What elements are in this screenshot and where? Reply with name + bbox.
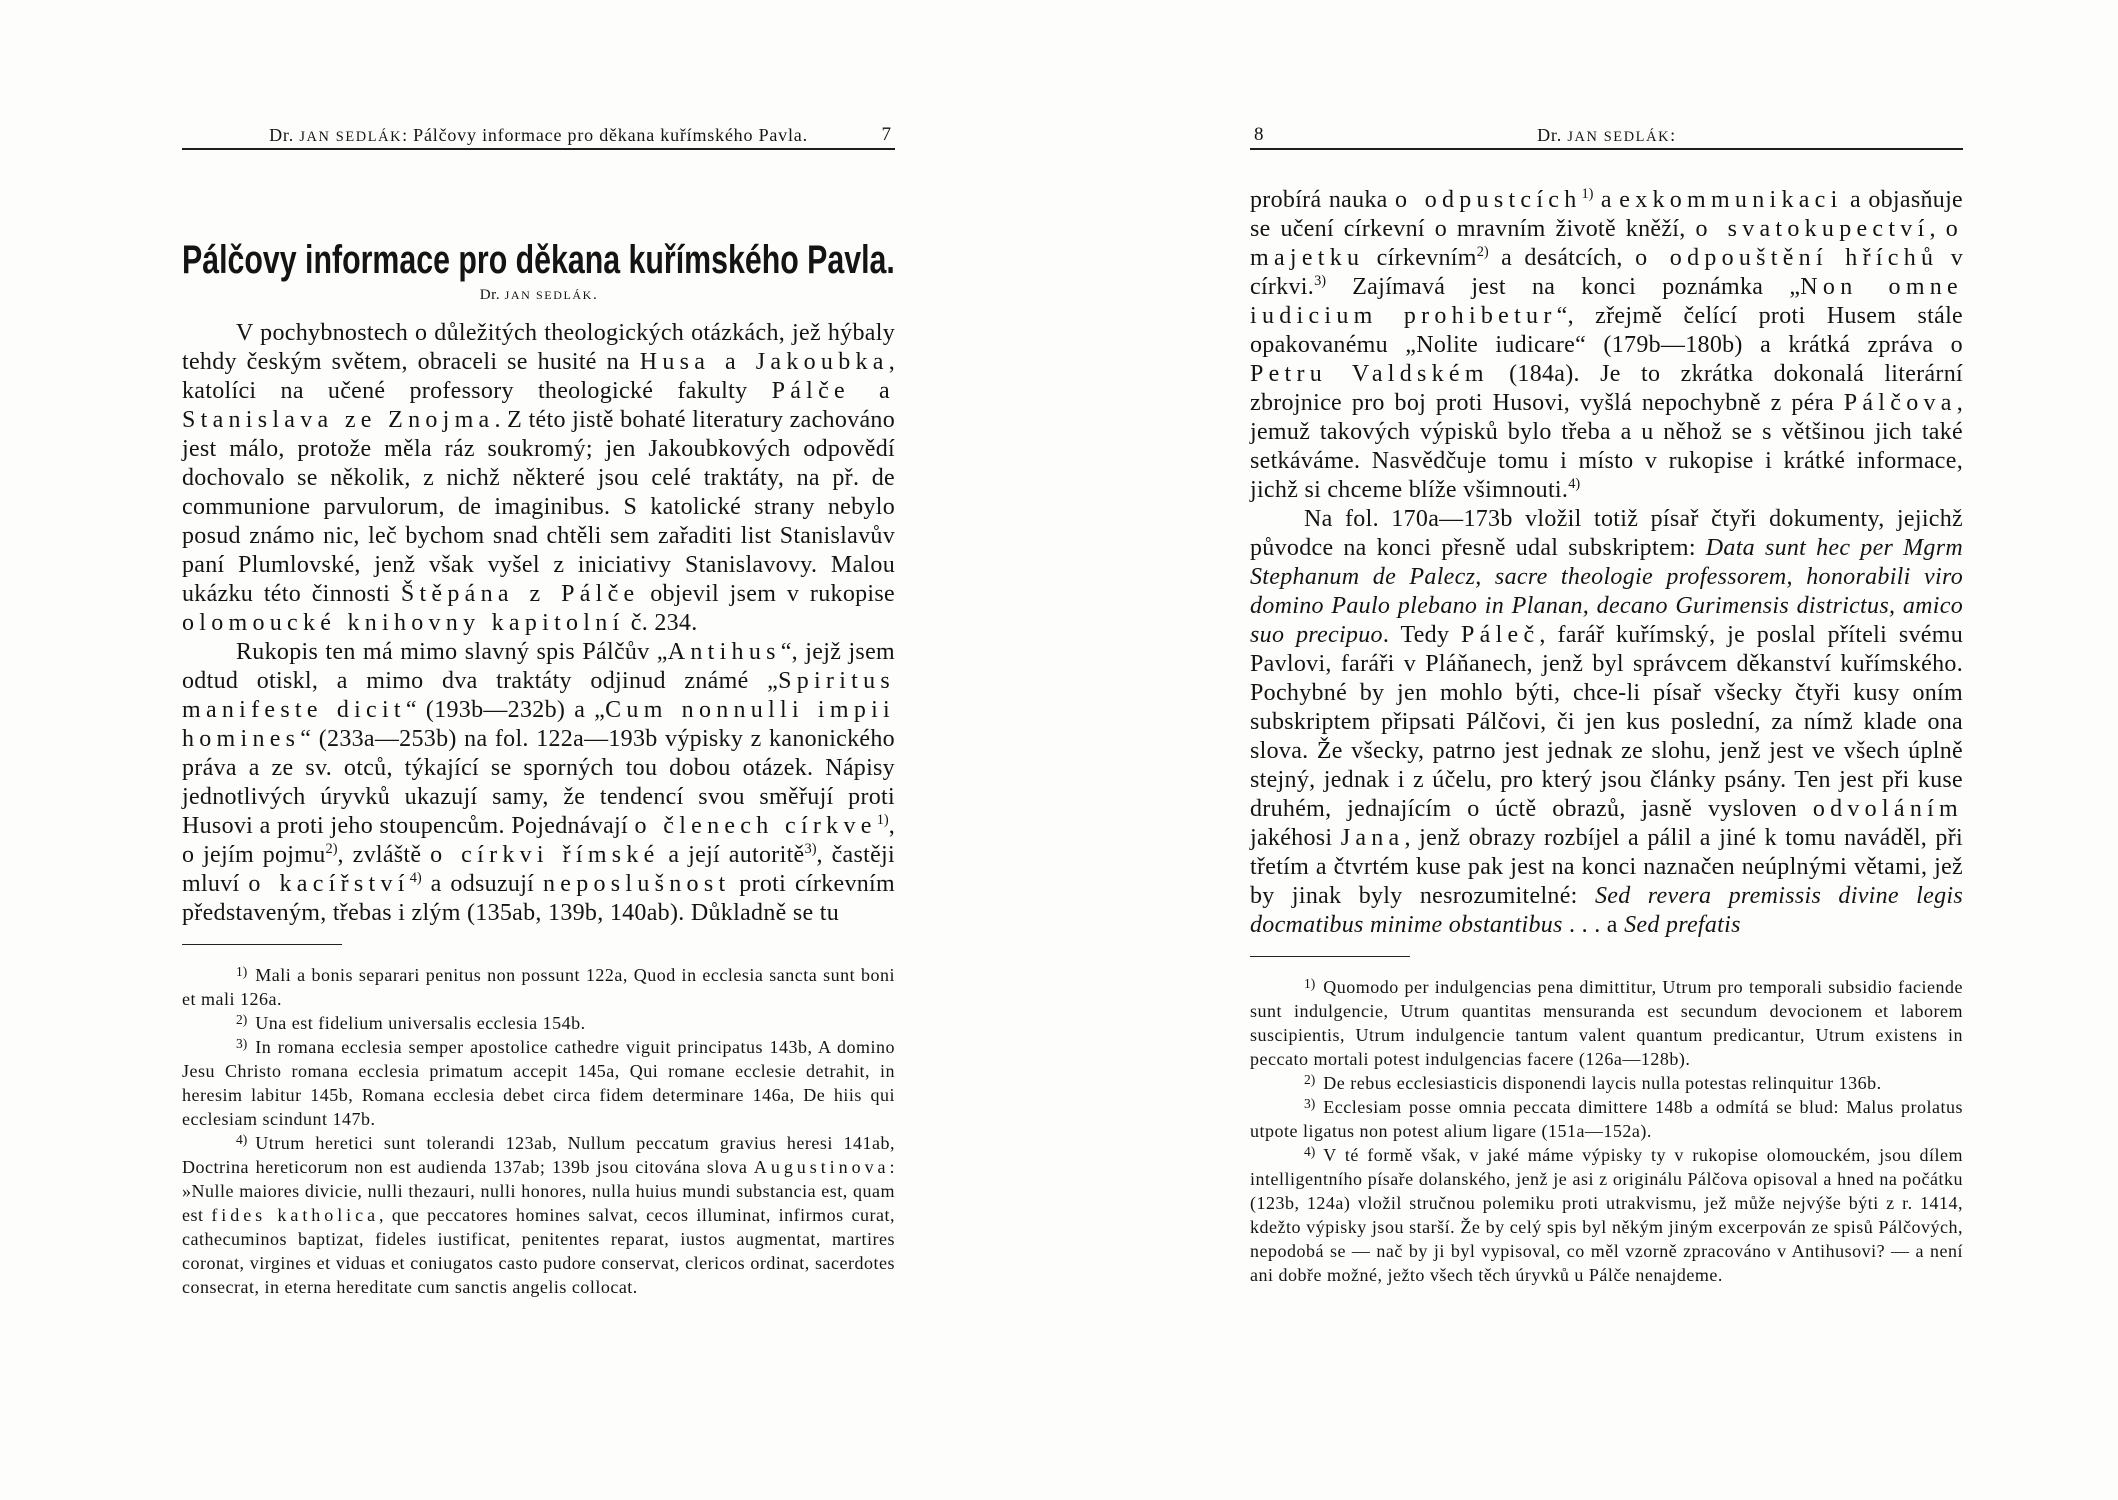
right-page xyxy=(1250,122,1963,1287)
italic-text: Sed revera premissis divine legis docmatibus minime obstantibus xyxy=(1250,883,1963,938)
text-run: Dr. xyxy=(479,287,505,303)
spaced-emphasis: o odpouštění hříchů xyxy=(1635,245,1939,271)
footnotes xyxy=(182,963,895,1299)
text-run: jakéhosi xyxy=(1250,825,1341,851)
text-run: Rukopis ten má mimo slavný spis Pálčův „ xyxy=(236,639,668,665)
text-run: V té formě však, v jaké máme výpisky ty v rukopise olomouckém, jsou dílem intelligentního písaře dolanského, jenž je asi z originálu Pálčova opisoval a hned na počátku (123b, 124a) vložil stručnou polemiku proti utrakvismu, jež může nejvýše býti z r. 1414, kdežto výpisky jsou starší. Že by celý spis byl někým jiným excerpován ze spisů Pálčových, nepodobá se — nač by ji byl vypisoval, co měl vzorně zpracováno v Antihusovi? — a není ani dobře možné, ježto všech těch úryvků u Pálče nenajdeme. xyxy=(1250,1145,1963,1285)
footnote-reference: 2) xyxy=(325,840,338,857)
small-caps-name: JAN SEDLÁK xyxy=(1567,129,1671,145)
paragraph xyxy=(1250,186,1963,505)
text-run: v církvi. xyxy=(1250,245,1963,300)
text-run: Quomodo per indulgencias pena dimittitur, Utrum pro temporali subsidio faciende sunt indulgencie, Utrum quantitas mensuranda est secundum devocionem et laborem suscipientis, Utrum indulgencie tantum valent quantum predicantur, Utrum existens in peccato mortali potest indulgencias facere (126a—128b). xyxy=(1250,977,1963,1069)
text-run: , xyxy=(1929,216,1946,242)
text-run: . Tedy xyxy=(1382,622,1462,648)
spaced-emphasis: Páleč xyxy=(1461,622,1540,648)
text-run: Utrum heretici sunt tolerandi 123ab, Nullum peccatum gravius heresi 141ab, Doctrina hereticorum non est audienda 137ab; 139b jsou citována slova xyxy=(182,1133,895,1177)
footnote-mark: 2) xyxy=(1304,1071,1316,1087)
spaced-emphasis: odvoláním xyxy=(1812,796,1963,822)
spaced-emphasis: o svatokupectví xyxy=(1695,216,1930,242)
spaced-emphasis: Cum nonnulli impii homines xyxy=(182,697,895,752)
running-head xyxy=(1250,122,1963,150)
text-run: proti církevním představeným, třebas i zlým (135ab, 139b, 140ab). Důkladně se tu xyxy=(182,871,895,926)
body-text xyxy=(182,319,895,928)
text-run: . xyxy=(592,287,598,303)
footnote-reference: 1) xyxy=(1581,185,1594,202)
page-number: 7 xyxy=(881,124,891,145)
text-run: objevil jsem v rukopise xyxy=(639,581,895,607)
footnote-text xyxy=(255,1013,585,1033)
spaced-emphasis: o církvi římské xyxy=(430,842,660,868)
text-run: De rebus ecclesiasticis disponendi laycis nulla potestas relinquitur 136b. xyxy=(1323,1073,1882,1093)
paragraph xyxy=(182,319,895,638)
text-run: probírá nauka xyxy=(1250,187,1396,213)
spaced-emphasis: Spiritus manifeste dicit xyxy=(182,668,895,723)
footnote-reference: 3) xyxy=(804,840,817,857)
paragraph xyxy=(182,638,895,928)
text-run: Na fol. 170a—173b vložil totiž písař čtyři dokumenty, jejichž původce na konci přesně udal subskriptem: xyxy=(1250,506,1963,561)
spaced-emphasis: Non omne iudicium prohibetur xyxy=(1250,274,1963,329)
spaced-emphasis: Petru Valdském xyxy=(1250,361,1489,387)
spaced-emphasis: o majetku xyxy=(1250,216,1963,271)
text-run: “, zřejmě čelící proti Husem stále opakovanému „Nolite iudicare“ (179b—180b) a krátká zpráva o xyxy=(1250,303,1963,358)
footnotes xyxy=(1250,975,1963,1287)
left-page xyxy=(182,122,895,1299)
text-run: Una est fidelium universalis ecclesia 154b. xyxy=(255,1013,586,1033)
text-run: In romana ecclesia semper apostolice cathedre viguit principatus 143b, A domino Jesu Christo romana ecclesia primatum accepit 145a, Qui romane ecclesie detrahit, in heresim labitur 145b, Romana ecclesia debet circa fidem determinare 146a, De hiis qui ecclesiam scindunt 147b. xyxy=(182,1037,895,1129)
spaced-emphasis: o odpustcích xyxy=(1395,187,1582,213)
article-title xyxy=(182,238,895,282)
footnote xyxy=(182,963,895,1011)
footnote-text xyxy=(1250,1145,1963,1285)
footnote-text xyxy=(1323,1073,1881,1093)
text-run: , que peccatores homines salvat, cecos illuminat, infirmos curat, cathecuminos baptizat, fideles iustificat, penitentes reparat, iustos augmentat, martires coronat, virgines et viduas et coniugatos casto pudore conservat, clericos ordinat, sacerdotes consecrat, in eterna hereditate cum sanctis angelis collocat. xyxy=(182,1205,895,1297)
footnote-mark: 4) xyxy=(236,1131,248,1147)
footnote-text xyxy=(182,1133,895,1297)
italic-text: Data sunt hec per Mgrm Stephanum de Palecz, sacre theologie professorem, honorabili viro domino Paulo plebano in Planan, decano Gurimensis districtus, amico suo precipuo xyxy=(1250,535,1963,648)
text-run: “ (233a—253b) na fol. 122a—193b výpisky z kanonického práva a ze sv. otců, týkající se sporných tou dobou otázek. Nápisy jednotlivých úryvků ukazují samy, že tendencí svou směřují proti Husovi a proti jeho stoupencům. Pojednávají xyxy=(182,726,895,839)
text-run: , farář kuřímský, je poslal příteli svému Pavlovi, faráři v Pláňanech, jenž byl správcem děkanství kuřímského. Pochybné by jen mohlo býti, chce-li písař všecky čtyři kusy oním subskriptem připsati Pálčovi, či jen kus poslední, za nímž klade ona slova. Že všecky, patrno jest jednak ze slohu, jenž jest ve všech úplně stejný, jednak i z účelu, pro který jsou články psány. Ten jest při kuse druhém, jednajícím o úctě obrazů, jasně vysloven xyxy=(1250,622,1964,822)
text-run: “, jejž jsem odtud otiskl, a mimo dva traktáty odjinud známé „ xyxy=(182,639,895,694)
footnote-text xyxy=(1250,1097,1963,1141)
footnote-text xyxy=(1250,977,1963,1069)
footnote-mark: 1) xyxy=(1304,975,1316,991)
text-run: Mali a bonis separari penitus non possunt 122a, Quod in ecclesia sancta sunt boni et mali 126a. xyxy=(182,965,895,1009)
footnote xyxy=(1250,1143,1963,1287)
text-run: (184a). Je to zkrátka dokonalá literární zbrojnice pro boj proti Husovi, vyšlá nepochybně z péra xyxy=(1250,361,1963,416)
text-run: církevním xyxy=(1364,245,1477,271)
text-run: a xyxy=(1593,187,1620,213)
paragraph xyxy=(1250,505,1963,940)
text-run: Zajímavá jest na konci poznámka „ xyxy=(1326,274,1801,300)
footnote-mark: 3) xyxy=(1304,1095,1316,1111)
body-text xyxy=(1250,186,1963,940)
text-run: : xyxy=(1670,125,1676,145)
page-number: 8 xyxy=(1254,124,1264,145)
text-run: : »Nulle maiores divicie, nulli thezauri, nulli honores, nulla huius mundi substancia est, quam est xyxy=(182,1157,895,1225)
text-run: , jenž obrazy rozbíjel a pálil a jiné k tomu naváděl, při třetím a čtvrtém kuse pak jest na konci naznačen neúplnými větami, jež by jinak byly nesrozumitelné: xyxy=(1250,825,1963,909)
italic-text: Sed prefatis xyxy=(1624,912,1741,938)
text-run: Dr. xyxy=(269,125,300,145)
footnote xyxy=(182,1035,895,1131)
spaced-emphasis: Husa a Jakoubka xyxy=(639,349,889,375)
text-run: , katolíci na učené professory theologické fakulty xyxy=(182,349,895,404)
text-run: , zvláště xyxy=(337,842,431,868)
byline xyxy=(182,284,895,306)
spaced-emphasis: neposlušnost xyxy=(543,871,731,897)
footnote-mark: 3) xyxy=(236,1035,248,1051)
spaced-emphasis: Augustinova xyxy=(753,1157,890,1177)
footnote-text xyxy=(182,1037,895,1129)
footnote xyxy=(1250,1071,1963,1095)
footnote-reference: 2) xyxy=(1476,243,1489,260)
spaced-emphasis: Štěpána z Pálče xyxy=(400,581,640,607)
spaced-emphasis: Pálče a Stanislava ze Znojma xyxy=(182,378,895,433)
footnote-text xyxy=(182,965,895,1009)
footnote-mark: 1) xyxy=(236,963,248,979)
spaced-emphasis: o členech církve xyxy=(634,813,877,839)
footnote-reference: 1) xyxy=(876,811,889,828)
footnote xyxy=(1250,1095,1963,1143)
running-title xyxy=(1537,125,1676,145)
footnote-mark: 2) xyxy=(236,1011,248,1027)
footnote xyxy=(1250,975,1963,1071)
text-run: Dr. xyxy=(1537,125,1568,145)
footnote xyxy=(182,1131,895,1299)
spaced-emphasis: Antihus xyxy=(667,639,781,665)
text-run: a desátcích, xyxy=(1488,245,1636,271)
running-title xyxy=(269,125,808,145)
footnote xyxy=(182,1011,895,1035)
text-run: a její autoritě xyxy=(659,842,805,868)
text-run: V pochybnostech o důležitých theologických otázkách, jež hýbaly tehdy českým světem, obraceli se husité na xyxy=(182,320,895,375)
text-run: a objasňuje se učení církevní o mravním životě kněží, xyxy=(1250,187,1963,242)
spaced-emphasis: o kacířství xyxy=(248,871,410,897)
article-title-text: Pálčovy informace pro děkana kuřímského Pavla. xyxy=(182,238,895,282)
spaced-emphasis: Pálčova xyxy=(1843,390,1957,416)
text-run: . Z této jistě bohaté literatury zachováno jest málo, protože měla ráz soukromý; jen Jakoubkových odpovědí dochovalo se několik, z nichž některé jsou celé traktáty, na př. de communione parvulorum, de imaginibus. S katolické strany nebylo posud známo nic, leč bychom snad chtěli sem zařaditi list Stanislavův paní Plumlovské, jenž však vyšel z iniciativy Stanislavovy. Malou ukázku této činnosti xyxy=(182,407,895,607)
footnote-reference: 4) xyxy=(409,869,422,886)
text-run: , jemuž takových výpisků bylo třeba a u něhož se s většinou jich také setkáváme. Nasvědčuje tomu i místo v rukopise i krátké informace, jichž si chceme blíže všimnouti. xyxy=(1250,390,1963,503)
small-caps-name: JAN SEDLÁK xyxy=(299,129,403,145)
running-head xyxy=(182,122,895,150)
text-run: č. 234. xyxy=(624,610,698,636)
footnote-rule xyxy=(182,944,342,945)
footnote-rule xyxy=(1250,956,1410,957)
footnote-mark: 4) xyxy=(1304,1143,1316,1159)
text-run: , o jejím pojmu xyxy=(182,813,895,868)
text-run: : Pálčovy informace pro děkana kuřímského Pavla. xyxy=(402,125,808,145)
text-run: a odsuzují xyxy=(421,871,544,897)
text-run: . . . a xyxy=(1562,912,1625,938)
spaced-emphasis: Jana xyxy=(1340,825,1405,851)
spaced-emphasis: exkommunikaci xyxy=(1619,187,1843,213)
spaced-emphasis: fides katholica xyxy=(211,1205,380,1225)
text-run: “ (193b—232b) a „ xyxy=(405,697,606,723)
small-caps-name: JAN SEDLÁK xyxy=(504,288,593,302)
footnote-reference: 3) xyxy=(1314,272,1327,289)
spaced-emphasis: olomoucké knihovny kapitolní xyxy=(182,610,625,636)
text-run: Ecclesiam posse omnia peccata dimittere 148b a odmítá se blud: Malus prolatus utpote ligatus non potest alium ligare (151a—152a). xyxy=(1250,1097,1963,1141)
text-run: , častěji mluví xyxy=(182,842,895,897)
footnote-reference: 4) xyxy=(1568,475,1581,492)
